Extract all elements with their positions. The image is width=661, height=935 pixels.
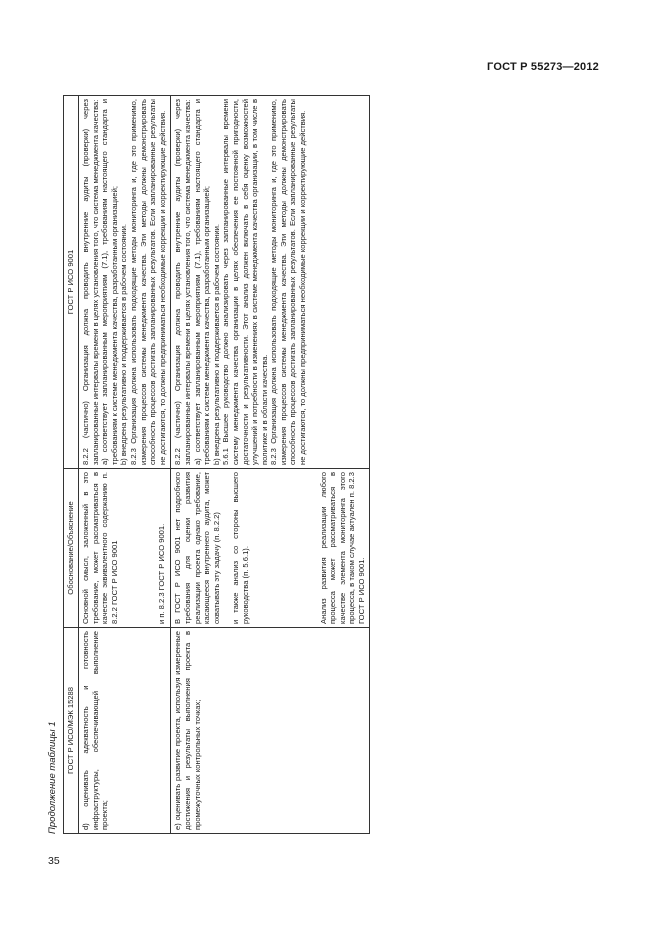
document-header: ГОСТ Р 55273—2012 bbox=[487, 61, 599, 73]
row2-clause-561: 5.6.1 Высшее руководство должно анализировать через запланированные интервалы времени систему менеджмента качества организации в целях обеспечения ее постоянной пригодности, достаточности и результативности. Этот анализ должен включать в себя оценку возможностей улучшений и потребности в изменениях в системе менеджмента качества организации, в том числе в политике и в области качества. bbox=[221, 99, 269, 465]
row1-justification-cell bbox=[79, 469, 171, 628]
row2-clause-823: 8.2.3 Организация должна использовать подходящие методы мониторинга и, где это применимо, измерения процессов системы менеджмента качества. Эти методы должны демонстрировать способность процессов достигать запланированных результатов. Если запланированные результаты не достигаются, то должны предприниматься необходимые коррекции и корректирующие действия. bbox=[269, 99, 308, 465]
header-gost-9001: ГОСТ Р ИСО 9001 bbox=[64, 96, 79, 469]
row2-clause-822: 8.2.2 (частично) Организация должна проводить внутренние аудиты (проверки) через запланированные интервалы времени в целях установления того, что система менеджмента качества: bbox=[173, 99, 192, 465]
row1-justification-a: Основной смысл, заложенный в это требование, может рассматриваться в качестве эквивалентного содержанию п. 8.2.2 ГОСТ Р ИСО 9001 bbox=[81, 472, 119, 624]
header-justification: Обоснование/Объяснение bbox=[64, 469, 79, 628]
row1-clause-822-b: b) внедрена результативно и поддерживается в рабочем состоянии. bbox=[119, 223, 129, 465]
row2-justification-a: В ГОСТ Р ИСО 9001 нет подробного требования для оценки развития реализации проекта однако требование, касающееся внутреннего аудита, может охватывать эту задачу (п. 8.2.2) bbox=[173, 472, 221, 624]
row2-clause-822-a: а) соответствует запланированным мероприятиям (7.1), требованиям настоящего стандарта и требованиям к системе менеджмента качества, разработанным организацией; bbox=[192, 99, 212, 465]
row2-requirement-cell bbox=[171, 628, 370, 834]
row1-clause-823: 8.2.3 Организация должна использовать подходящие методы мониторинга и, где это применимо, измерения процессов системы менеджмента качества. Эти методы должны демонстрировать способность процессов достигать запланированных результатов. Если запланированные результаты не достигаются, то должны предприниматься необходимые коррекции и корректирующие действия. bbox=[128, 99, 167, 465]
row1-requirement-text: d) оценивать адекватность и готовность инфраструктуры, обеспечивающей выполнение проекта; bbox=[81, 631, 110, 830]
rotated-content bbox=[47, 96, 608, 834]
row2-requirement-text: е) оценивать развитие проекта, используя измеренные достижения и результаты выполнения проекта в промежуточных контрольных точках; bbox=[173, 631, 202, 830]
row2-justification-c: Анализ развития реализации любого процесса может рассматриваться в качестве элемента мониторинга этого процесса, в таком случае актуален п. 8.2.3 ГОСТ Р ИСО 9001. bbox=[318, 472, 366, 624]
table-row bbox=[171, 96, 370, 834]
row1-requirement-cell bbox=[79, 628, 171, 834]
row2-clause-822-b: b) внедрена результативно и поддерживается в рабочем состоянии. bbox=[211, 223, 221, 465]
page-number: 35 bbox=[48, 855, 60, 867]
row1-gost9001-cell bbox=[79, 96, 171, 469]
row2-justification-cell bbox=[171, 469, 370, 628]
comparison-table bbox=[63, 95, 370, 834]
row1-clause-822-a: а) соответствует запланированным мероприятиям (7.1), требованиям настоящего стандарта и требованиям к системе менеджмента качества, разработанным организацией; bbox=[100, 99, 119, 465]
row1-clause-822: 8.2.2 (частично) Организация должна проводить внутренние аудиты (проверки) через запланированные интервалы времени в целях установления того, что система менеджмента качества: bbox=[81, 99, 100, 465]
header-gost-15288: ГОСТ Р ИСО/МЭК 15288 bbox=[64, 628, 79, 834]
rotated-table-area bbox=[47, 96, 608, 834]
table-header-row bbox=[64, 96, 79, 834]
row2-justification-b: и также анализ со стороны высшего руководства (п. 5.6.1). bbox=[231, 472, 250, 624]
row1-justification-b: и п. 8.2.3 ГОСТ Р ИСО 9001. bbox=[157, 523, 167, 624]
row2-gost9001-cell bbox=[171, 96, 370, 469]
table-caption: Продолжение таблицы 1 bbox=[47, 721, 58, 834]
table-row bbox=[79, 96, 171, 834]
